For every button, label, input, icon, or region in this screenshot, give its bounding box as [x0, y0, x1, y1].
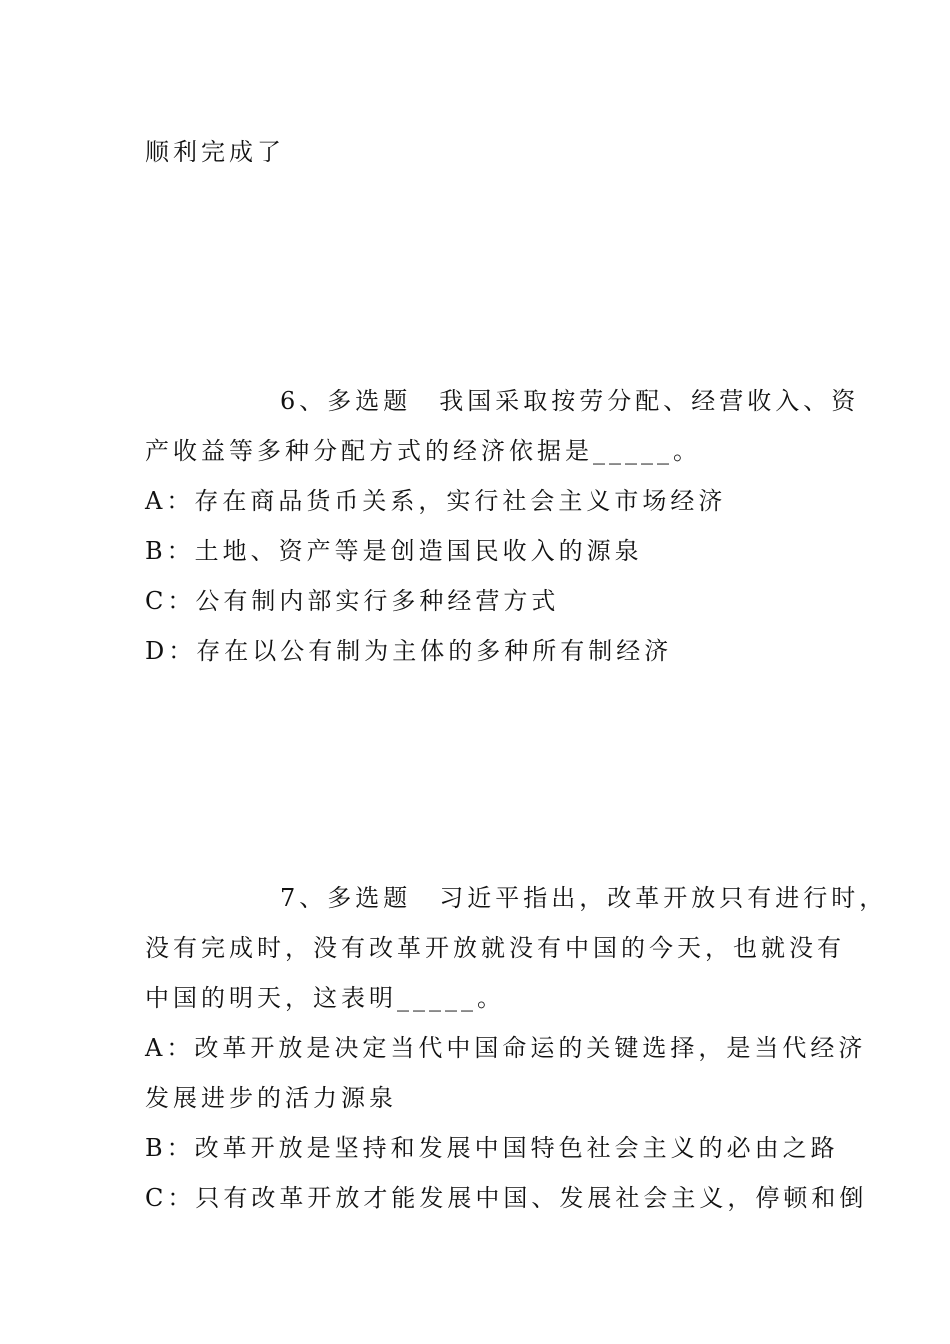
question-6-option-b: B：土地、资产等是创造国民收入的源泉 [145, 537, 643, 565]
question-6-option-a: A：存在商品货币关系，实行社会主义市场经济 [145, 487, 727, 515]
question-7-line-3: 中国的明天，这表明_____。 [145, 984, 505, 1012]
continuation-text: 顺利完成了 [145, 138, 285, 166]
question-7-option-a: A：改革开放是决定当代中国命运的关键选择，是当代经济 [145, 1034, 867, 1062]
question-7-option-b: B：改革开放是坚持和发展中国特色社会主义的必由之路 [145, 1134, 839, 1162]
question-7-option-a-continued: 发展进步的活力源泉 [145, 1084, 397, 1112]
question-7-line-1: 7、多选题 习近平指出，改革开放只有进行时， [280, 884, 888, 912]
question-6-option-d: D：存在以公有制为主体的多种所有制经济 [145, 637, 673, 665]
question-7-line-2: 没有完成时，没有改革开放就没有中国的今天，也就没有 [145, 934, 845, 962]
question-6-line-1: 6、多选题 我国采取按劳分配、经营收入、资 [280, 387, 860, 415]
question-7-option-c: C：只有改革开放才能发展中国、发展社会主义，停顿和倒 [145, 1184, 868, 1212]
question-6-line-2: 产收益等多种分配方式的经济依据是_____。 [145, 437, 701, 465]
question-6-option-c: C：公有制内部实行多种经营方式 [145, 587, 560, 615]
